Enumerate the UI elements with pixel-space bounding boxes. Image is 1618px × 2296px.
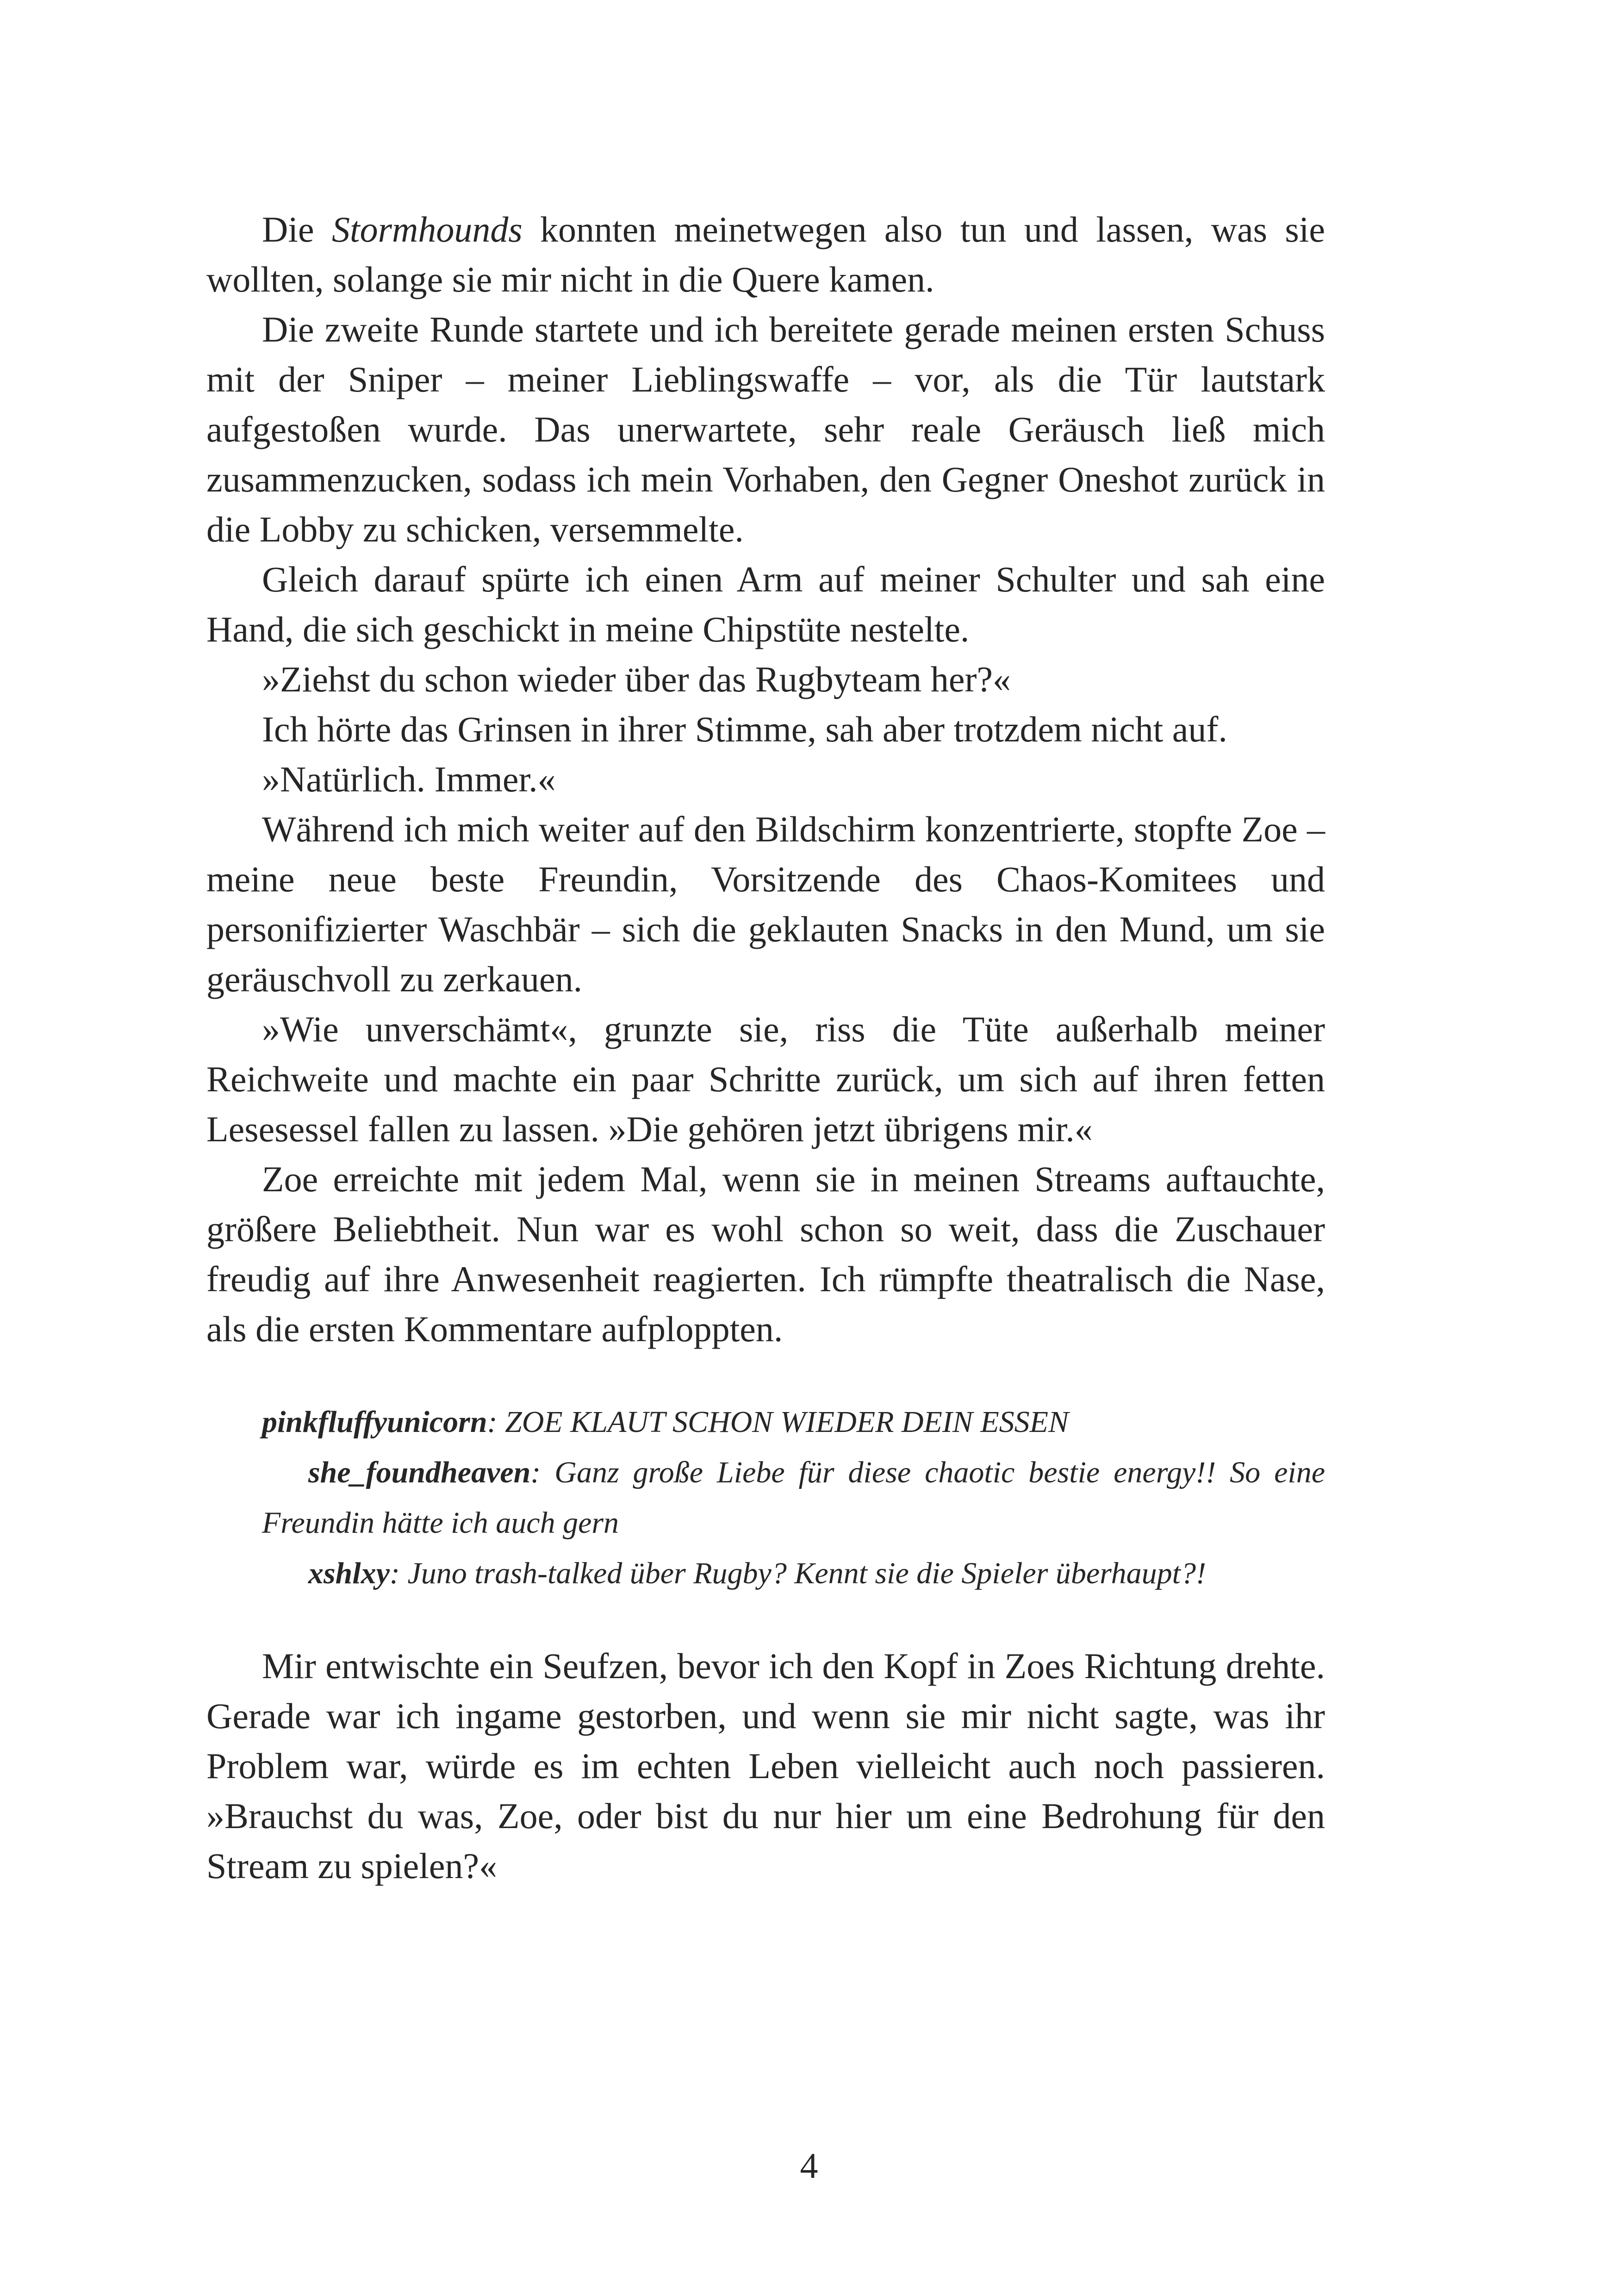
paragraph: Mir entwischte ein Seufzen, bevor ich den Kopf in Zoes Richtung drehte. Gerade war ich ingame gestorben, und wenn sie mir nicht sagte, was ihr Problem war, würde es im echten Leben vielleicht auch noch passieren. »Brauchst du was, Zoe, oder bist du nur hier um eine Bedrohung für den Stream zu spielen?« bbox=[206, 1646, 1325, 1886]
chat-message bbox=[262, 1447, 1325, 1548]
chat-username: she_foundheaven bbox=[308, 1456, 531, 1489]
paragraph: Gleich darauf spürte ich einen Arm auf meiner Schulter und sah eine Hand, die sich geschickt in meine Chipstüte nestelte. bbox=[206, 559, 1325, 649]
paragraph: »Natürlich. Immer.« bbox=[262, 759, 556, 799]
paragraph: »Ziehst du schon wieder über das Rugbyteam her?« bbox=[262, 659, 1011, 699]
chat-text: : Ganz große Liebe für diese chaotic bestie energy!! So eine Freundin hätte ich auch gern bbox=[262, 1456, 1325, 1540]
body-text-lower bbox=[206, 1641, 1325, 1891]
chat-username: pinkfluffyunicorn bbox=[262, 1405, 487, 1439]
chat-text: : ZOE KLAUT SCHON WIEDER DEIN ESSEN bbox=[487, 1405, 1069, 1439]
paragraph: Ich hörte das Grinsen in ihrer Stimme, sah aber trotzdem nicht auf. bbox=[262, 709, 1227, 749]
band-name: Stormhounds bbox=[331, 209, 523, 249]
paragraph: Die zweite Runde startete und ich bereitete gerade meinen ersten Schuss mit der Sniper – meiner Lieblingswaffe – vor, als die Tür lautstark aufgestoßen wurde. Das unerwartete, sehr reale Geräusch ließ mich zusammenzucken, sodass ich mein Vorhaben, den Gegner Oneshot zurück in die Lobby zu schicken, versemmelte. bbox=[206, 309, 1325, 549]
chat-username: xshlxy bbox=[308, 1556, 390, 1590]
body-text-upper bbox=[206, 205, 1325, 1354]
paragraph: Zoe erreichte mit jedem Mal, wenn sie in meinen Streams auftauchte, größere Beliebtheit. Nun war es wohl schon so weit, dass die Zuschauer freudig auf ihre Anwesenheit reagierten. Ich rümpfte theatralisch die Nase, als die ersten Kommentare aufploppten. bbox=[206, 1159, 1325, 1349]
paragraph: Während ich mich weiter auf den Bildschirm konzentrierte, stopfte Zoe – meine neue beste Freundin, Vorsitzende des Chaos-Komitees und personifizierter Waschbär – sich die geklauten Snacks in den Mund, um sie geräuschvoll zu zerkauen. bbox=[206, 809, 1325, 999]
chat-message bbox=[262, 1548, 1325, 1599]
stream-chat-block bbox=[262, 1397, 1325, 1599]
page-number: 4 bbox=[800, 2146, 818, 2186]
chat-text: : Juno trash-talked über Rugby? Kennt sie die Spieler überhaupt?! bbox=[390, 1556, 1206, 1590]
paragraph: Die Stormhounds konnten meinetwegen also tun und lassen, was sie wollten, solange sie mir nicht in die Quere kamen. bbox=[206, 209, 1326, 299]
paragraph: »Wie unverschämt«, grunzte sie, riss die Tüte außerhalb meiner Reichweite und machte ein paar Schritte zurück, um sich auf ihren fetten Lesesessel fallen zu lassen. »Die gehören jetzt übrigens mir.« bbox=[206, 1009, 1325, 1149]
chat-message bbox=[262, 1397, 1325, 1447]
